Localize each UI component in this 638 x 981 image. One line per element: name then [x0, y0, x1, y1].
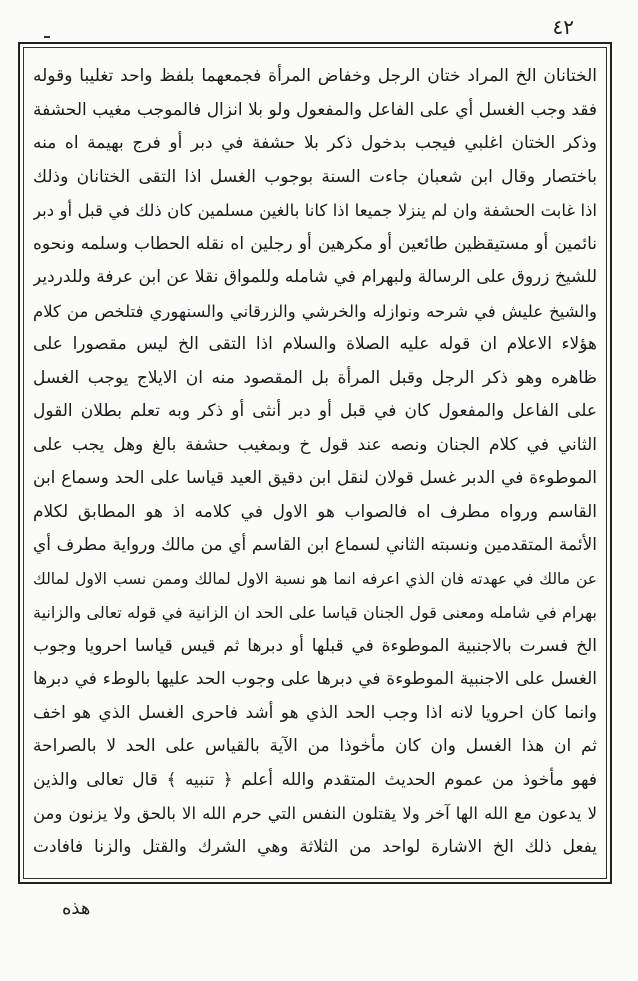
text-block — [23, 47, 607, 879]
text-line: عن مالك في عهدته فان الذي اعرفه انما هو نسبة الاول لمالك وممن نسب الاول لمالك — [33, 569, 597, 588]
text-line: الخ فسرت بالاجنبية الموطوءة في قبلها أو دبرها ثم قيس قياسا احرويا وجوب — [33, 635, 597, 656]
scan-mark — [44, 36, 50, 38]
text-line: الأئمة المتقدمين ونسبته الثاني لسماع ابن القاسم أي من مالك ورواية مطرف أي — [33, 535, 597, 555]
catchword: هذه — [62, 898, 91, 919]
page-number: ٤٢ — [552, 15, 574, 39]
text-line: الموطوءة في الدبر غسل قولان لنقل ابن دقيق العيد قياسا على الحد وسماع ابن — [33, 468, 597, 488]
text-line: وانما كان احرويا لانه اذا وجب الحد الذي هو أشد فاحرى الغسل الذي هو اخف — [33, 702, 597, 723]
text-line: على الفاعل والمفعول كان في قبل أو دبر أنثى أو ذكر وبه تعلم بطلان القول — [33, 401, 597, 421]
text-line: بهرام في شامله ومعنى قول الجنان قياسا على الحد ان الزانية في قوله تعالى والزانية — [33, 603, 597, 622]
text-line: والشيخ عليش في شرحه ونوازله والخرشي والزرقاني والسنهوري فتلخص من كلام — [33, 301, 597, 321]
text-line: هؤلاء الاعلام ان قوله عليه الصلاة والسلام اذا التقى الخ ليس مقصورا على — [33, 334, 597, 354]
text-line: الغسل على الاجنبية الموطوءة في دبرها على وجوب الحد عليها بالوطء في دبرها — [33, 669, 597, 689]
text-line: باختصار وقال ابن شعبان جاءت السنة بوجوب الغسل اذا التقى الختانان وذلك — [33, 166, 597, 187]
text-line: نائمين أو مستيقظين طائعين أو مكرهين أو رجلين اه نقله الحطاب وسلمه ونحوه — [33, 233, 597, 254]
text-line: وذكر الختان اغلبي فيجب بدخول ذكر بلا حشفة في دبر أو فرج بهيمة اه منه — [33, 133, 597, 153]
text-line: يفعل ذلك الخ الاشارة لواحد من الثلاثة وهي الشرك والقتل والزنا فافادت — [33, 836, 597, 857]
text-line: لا يدعون مع الله الها آخر ولا يقتلون النفس التي حرم الله الا بالحق ولا يزنون ومن — [33, 804, 597, 823]
text-line: الختانان الخ المراد ختان الرجل وخفاض المرأة فجمعهما بلفظ واحد تغليبا وقوله — [33, 66, 597, 86]
text-line: فقد وجب الغسل أي على الفاعل والمفعول ولو بلا انزال فالموجب مغيب الحشفة — [33, 99, 597, 120]
text-line: ظاهره وهو ذكر الرجل وقبل المرأة بل المقصود منه ان الايلاج يوجب الغسل — [33, 367, 597, 388]
text-line: فهو مأخوذ من عموم الحديث المتقدم والله أعلم ﴿ تنبيه ﴾ قال تعالى والذين — [33, 769, 597, 790]
text-line: الثاني في كلام الجنان ونصه عند قول خ وبمغيب حشفة بالغ وهل يجب على — [33, 434, 597, 455]
text-line: ثم ان هذا الغسل وان كان مأخوذا من الآية بالقياس على الحد لا بالصراحة — [33, 736, 597, 756]
text-line: اذا غابت الحشفة وان لم ينزلا جميعا اذا كانا بالغين مسلمين كان ذلك في قبل أو دبر — [33, 201, 597, 220]
text-line: القاسم ورواه مطرف اه فالصواب هو الاول في كلامه اذ هو المطابق لكلام — [33, 501, 597, 522]
text-line: للشيخ زروق على الرسالة ولبهرام في شامله وللمواق نقلا عن ابن عرفة وللدردير — [33, 267, 597, 287]
text-frame — [18, 42, 612, 884]
